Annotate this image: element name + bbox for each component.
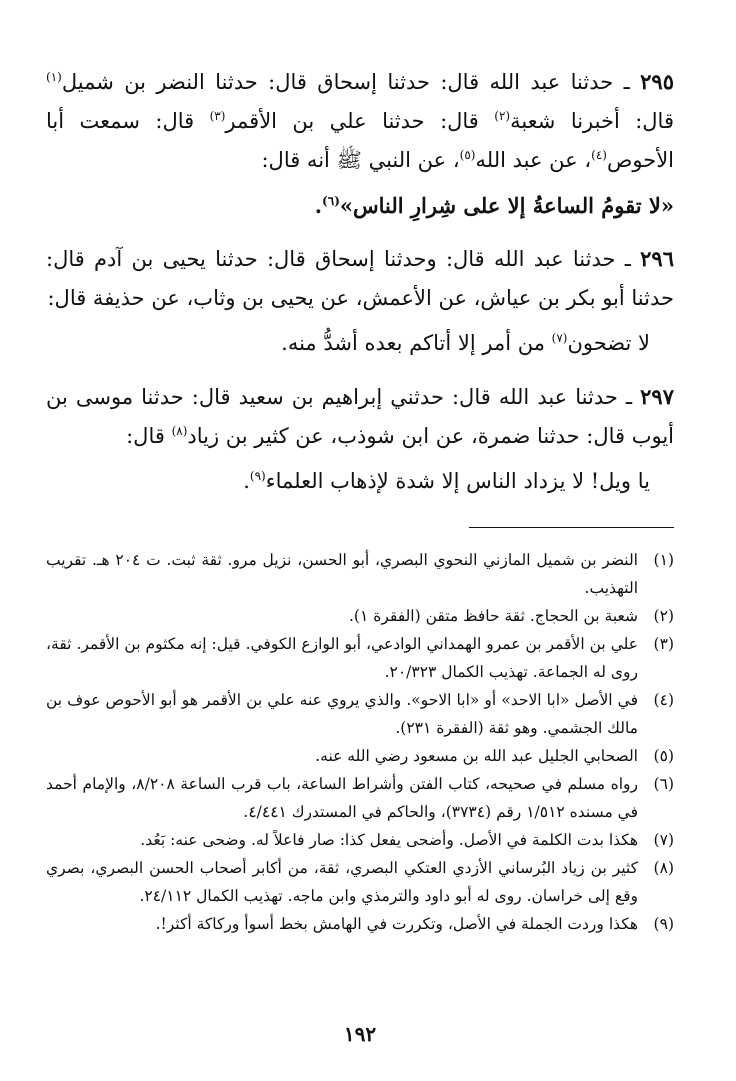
footnote-number: (٣) (653, 635, 674, 653)
footnote-ref: (٤) (591, 148, 607, 162)
footnote-ref: (٩) (249, 469, 266, 483)
hadith-295-matn: «لا تقومُ الساعةُ إلا على شِرارِ الناس»$^{(٦)}$. (314, 193, 674, 218)
page-number: ١٩٢ (343, 1022, 377, 1046)
footnote-ref: (٣) (209, 109, 226, 123)
book-page (46, 62, 674, 1081)
footnote (46, 546, 674, 602)
hadith-297-isnad: ٢٩٧ ـ حدثنا عبد الله قال: حدثني إبراهيم بن سعيد قال: حدثنا موسى بن أيوب قال: حدثنا ضمرة، عن ابن شوذب، عن كثير بن زياد$^{(٨)}$ قال: (46, 384, 674, 448)
footnote (46, 770, 674, 826)
footnote-ref: (٨) (171, 424, 188, 438)
footnote-number: (٢) (653, 607, 674, 625)
footnote (46, 602, 674, 630)
footnote-ref: (٦) (322, 194, 340, 208)
footnote-number: (٤) (653, 691, 674, 709)
footnote-text: هكذا بدت الكلمة في الأصل. وأضحى يفعل كذا: صار فاعلاً له. وضحى عنه: بَعُد. (140, 831, 638, 849)
footnote (46, 742, 674, 770)
footnote-text: علي بن الأقمر بن عمرو الهمداني الوادعي، أبو الوازع الكوفي. قيل: إنه مكثوم بن الأقمر. ثقة، روى له الجماعة. تهذيب الكمال ٢٠/٣٢٣. (46, 635, 638, 681)
footnote-text: كثير بن زياد البُرساني الأزدي العتكي البصري، ثقة، من أكابر أصحاب الحسن البصري، بصري وقع إلى خراسان. روى له أبو داود والترمذي وابن ماجه. تهذيب الكمال ٢٤/١١٢. (46, 859, 638, 905)
spacer (46, 363, 674, 377)
footnote-text: هكذا وردت الجملة في الأصل، وتكررت في الهامش بخط أسوأ وركاكة أكثر!. (155, 915, 638, 933)
footnote-text: في الأصل «ابا الاحد» أو «ابا الاحو». والذي يروي عنه علي بن الأقمر هو أبو الأحوص عوف بن مالك الجشمي. وهو ثقة (الفقرة ٢٣١). (46, 691, 638, 737)
footnote-ref: (١) (46, 70, 62, 84)
footnote-number: (٦) (653, 775, 674, 793)
hadith-number: ٢٩٧ (640, 384, 674, 409)
footnotes (46, 546, 674, 938)
footnote (46, 910, 674, 938)
footnote (46, 826, 674, 854)
hadith-296-matn: لا تضحون$^{(٧)}$ من أمر إلا أتاكم بعده أشدُّ منه. (281, 331, 650, 355)
footnote (46, 630, 674, 686)
footnote-text: الصحابي الجليل عبد الله بن مسعود رضي الله عنه. (315, 747, 638, 765)
spacer (46, 225, 674, 239)
footnote-number: (٩) (653, 915, 674, 933)
footnote-text: رواه مسلم في صحيحه، كتاب الفتن وأشراط الساعة، باب قرب الساعة ٨/٢٠٨، والإمام أحمد في مسنده ١/٥١٢ رقم (٣٧٣٤)، والحاكم في المستدرك ٤/٤٤١. (46, 775, 638, 821)
footnote-separator (469, 527, 674, 528)
footnote-ref: (٥) (459, 148, 476, 162)
footnote-number: (٧) (653, 831, 674, 849)
footnote-text: شعبة بن الحجاج. ثقة حافظ متقن (الفقرة ١). (348, 607, 638, 625)
hadith-297-matn: يا ويل! لا يزداد الناس إلا شدة لإذهاب العلماء$^{(٩)}$. (243, 469, 650, 493)
footnote-text: النضر بن شميل المازني النحوي البصري، أبو الحسن، نزيل مرو. ثقة ثبت. ت ٢٠٤ هـ. تقريب التهذيب. (46, 551, 638, 597)
hadith-295-isnad: ٢٩٥ ـ حدثنا عبد الله قال: حدثنا إسحاق قال: حدثنا النضر بن شميل$^{(١)}$ قال: أخبرنا شعبة$^{(٢)}$ قال: حدثنا علي بن الأقمر$^{(٣)}$ قال: سمعت أبا الأحوص$^{(٤)}$، عن عبد الله$^{(٥)}$، عن النبي ﷺ أنه قال: (46, 69, 674, 172)
footnote-number: (٥) (653, 747, 674, 765)
footnote-number: (١) (653, 551, 674, 569)
footnote (46, 686, 674, 742)
footnote-ref: (٢) (494, 109, 511, 123)
footnote (46, 854, 674, 910)
footnote-ref: (٧) (551, 331, 568, 345)
hadith-number: ٢٩٦ (640, 246, 674, 271)
footnote-number: (٨) (653, 859, 674, 877)
hadith-number: ٢٩٥ (640, 69, 674, 94)
hadith-296-isnad: ٢٩٦ ـ حدثنا عبد الله قال: وحدثنا إسحاق قال: حدثنا يحيى بن آدم قال: حدثنا أبو بكر بن عياش، عن الأعمش، عن يحيى بن وثاب، عن حذيفة قال: (46, 246, 674, 310)
